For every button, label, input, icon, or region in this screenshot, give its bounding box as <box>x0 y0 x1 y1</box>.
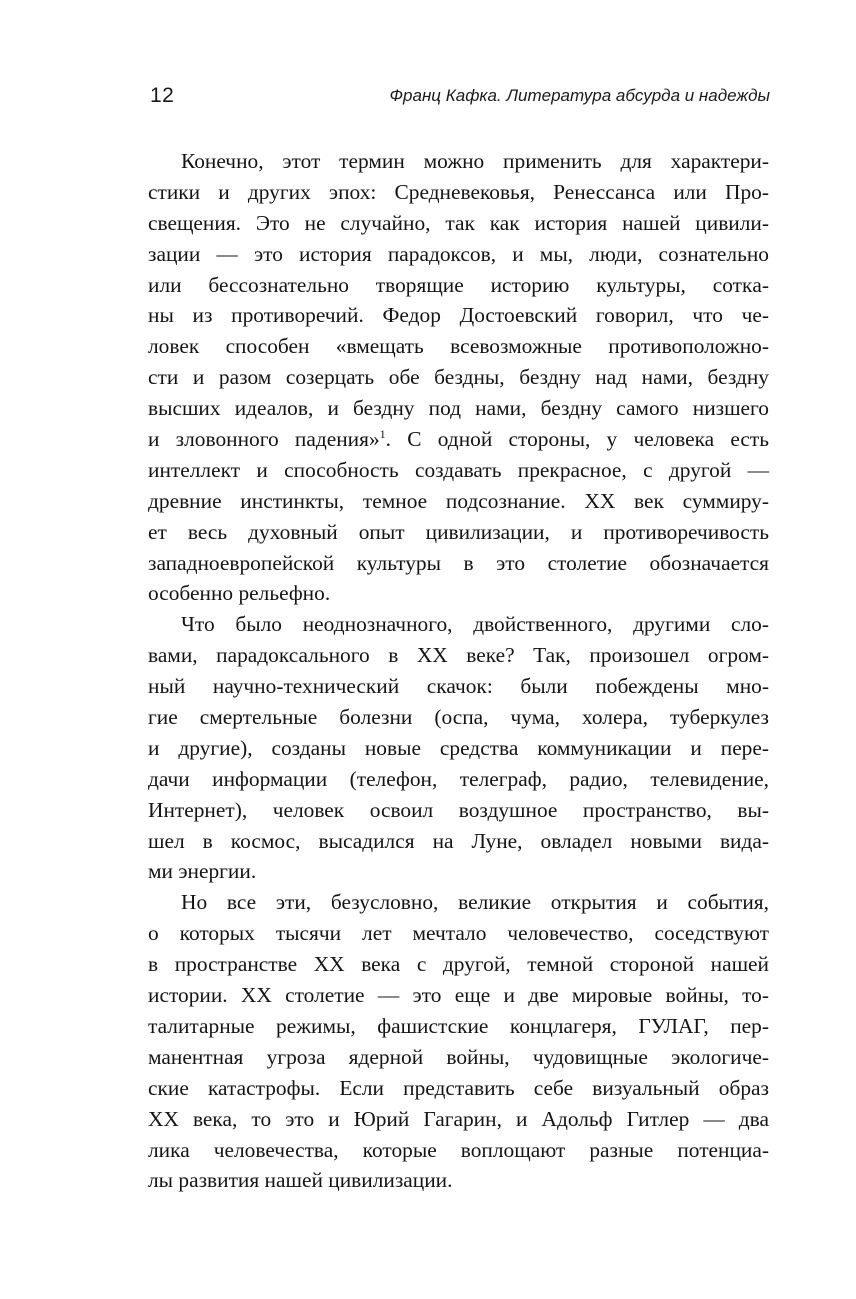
paragraph-2-line: ми энергии. <box>148 859 257 884</box>
paragraph-3-line: лы развития нашей цивилизации. <box>148 1168 453 1193</box>
body-text <box>148 146 769 1196</box>
paragraph-2-line: дачи информации (телефон, телеграф, радио, телевидение, <box>148 766 769 791</box>
paragraph-1-line: стики и других эпох: Средневековья, Ренессанса или Про- <box>148 179 769 204</box>
paragraph-3-line: талитарные режимы, фашистские концлагеря, ГУЛАГ, пер- <box>148 1013 769 1038</box>
paragraph-1-line: интеллект и способность создавать прекрасное, с другой — <box>148 457 769 482</box>
paragraph-2-line: шел в космос, высадился на Луне, овладел новыми вида- <box>148 828 769 853</box>
paragraph-3-line: Но все эти, безусловно, великие открытия и события, <box>181 890 769 915</box>
paragraph-3-line: о которых тысячи лет мечтало человечество, соседствуют <box>148 921 769 946</box>
paragraph-3-line: манентная угроза ядерной войны, чудовищные экологиче- <box>148 1044 769 1069</box>
paragraph-2-line: вами, парадоксального в XX веке? Так, произошел огром- <box>148 643 769 668</box>
paragraph-2-line: и другие), созданы новые средства коммуникации и пере- <box>148 735 769 760</box>
quote-end-text: и зловонного падения» <box>148 427 380 452</box>
paragraph-3-line: в пространстве XX века с другой, темной стороной нашей <box>148 952 769 977</box>
running-head <box>150 84 770 110</box>
paragraph-3-line: XX века, то это и Юрий Гагарин, и Адольф Гитлер — два <box>148 1106 769 1131</box>
paragraph-3-line: истории. XX столетие — это еще и две мировые войны, то- <box>148 983 769 1008</box>
paragraph-3-line: ские катастрофы. Если представить себе визуальный образ <box>148 1075 769 1100</box>
paragraph-1-line: особенно рельефно. <box>148 581 331 606</box>
paragraph-1-line: ловек способен «вмещать всевозможные противоположно- <box>148 334 769 359</box>
paragraph-1-line: высших идеалов, и бездну под нами, бездну самого низшего <box>148 396 769 421</box>
paragraph-2-line: Что было неоднозначного, двойственного, другими сло- <box>181 612 769 637</box>
paragraph-3-line: лика человечества, которые воплощают разные потенциа- <box>148 1137 769 1162</box>
paragraph-1-line: или бессознательно творящие историю культуры, соткa- <box>148 272 769 297</box>
paragraph-1-line: ны из противоречий. Федор Достоевский говорил, что че- <box>148 303 769 328</box>
page-number: 12 <box>150 84 175 107</box>
paragraph-1-line: западноевропейской культуры в это столетие обозначается <box>148 550 769 575</box>
paragraph-2-line: гие смертельные болезни (оспа, чума, холера, туберкулез <box>148 705 769 730</box>
paragraph-1-line: зации — это история парадоксов, и мы, люди, сознательно <box>148 241 769 266</box>
sentence-continuation: . С одной стороны, у человека есть <box>385 427 769 452</box>
paragraph-1-line: ет весь духовный опыт цивилизации, и противоречивость <box>148 519 769 544</box>
paragraph-1-line: сти и разом созерцать обе бездны, бездну над нами, бездну <box>148 365 769 390</box>
running-title: Франц Кафка. Литература абсурда и надежды <box>389 86 770 105</box>
footnote-reference[interactable]: 1 <box>379 426 386 441</box>
paragraph-2-line: ный научно-технический скачок: были побеждены мно- <box>148 674 769 699</box>
paragraph-1-line: свещения. Это не случайно, так как история нашей цивили- <box>148 210 769 235</box>
paragraph-1-line: Конечно, этот термин можно применить для характери- <box>181 149 769 173</box>
paragraph-2-line: Интернет), человек освоил воздушное пространство, вы- <box>148 797 769 822</box>
paragraph-1-line: древние инстинкты, темное подсознание. XX век суммиру- <box>148 488 769 513</box>
paragraph-1-line-with-footnote <box>148 424 769 455</box>
